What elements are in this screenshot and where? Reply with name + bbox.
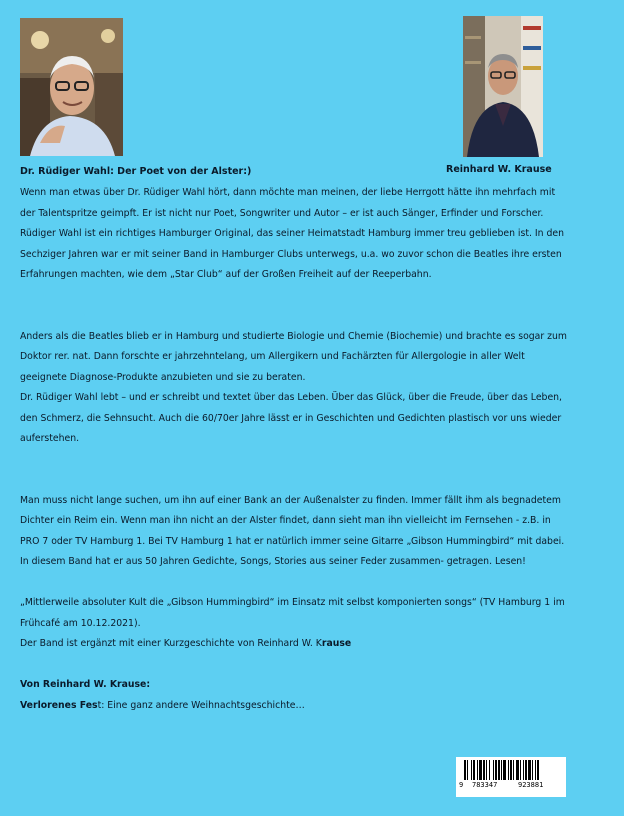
book-title: Verlorenes Fes xyxy=(20,699,98,711)
book-line xyxy=(20,696,568,717)
book-title-end: t xyxy=(97,699,102,711)
author-photo-wahl xyxy=(20,18,123,156)
book-subtitle: : Eine ganz andere Weihnachtsgeschichte… xyxy=(101,699,305,711)
author-photo-krause xyxy=(463,16,543,157)
caption-krause: Reinhard W. Krause xyxy=(446,164,552,175)
paragraph-supplement xyxy=(20,634,568,655)
paragraph-intro: Wenn man etwas über Dr. Rüdiger Wahl hört, dann möchte man meinen, der liebe Herrgott hätte ihn mehrfach mit der Talentspritze geimpft. Er ist nicht nur Poet, Songwriter und Autor – er ist auch Sänger, Erfinder und Forscher. Rüdiger Wahl ist ein richtiges Hamburger Original, das seiner Heimatstadt Hamburg immer treu geblieben ist. In den Sechziger Jahren war er mit seiner Band in Hamburger Clubs unterwegs, u.a. wo zuvor schon die Beatles ihre ersten Erfahrungen machten, wie dem „Star Club“ auf der Großen Freiheit auf der Reeperbahn. xyxy=(20,187,565,280)
paragraph-career: Anders als die Beatles blieb er in Hamburg und studierte Biologie und Chemie (Biochemie) und brachte es sogar zum Doktor rer. nat. Dann forschte er jahrzehntelang, um Allergikern und Fachärzten für Allergologie in aller Welt geeignete Diagnose-Produkte anzubieten und sie zu beraten. xyxy=(20,330,567,383)
supplement-bold: rause xyxy=(321,638,352,649)
paragraph-quote: „Mittlerweile absoluter Kult die „Gibson Hummingbird“ im Einsatz mit selbst komponierten songs“ (TV Hamburg 1 im Frühcafé am 10.12.2021). xyxy=(20,597,565,629)
isbn-barcode xyxy=(456,757,566,797)
caption-wahl: Dr. Rüdiger Wahl: Der Poet von der Alster:) xyxy=(20,166,252,177)
von-heading: Von Reinhard W. Krause: xyxy=(20,679,151,690)
paragraph-band: In diesem Band hat er aus 50 Jahren Gedichte, Songs, Stories aus seiner Feder zusammen- getragen. Lesen! xyxy=(20,556,526,567)
paragraph-alster: Man muss nicht lange suchen, um ihn auf einer Bank an der Außenalster zu finden. Immer fällt ihm als begnadetem Dichter ein Reim ein. Wenn man ihn nicht an der Alster findet, dann sieht man ihn vielleicht im Fernsehen - z.B. in PRO 7 oder TV Hamburg 1. Bei TV Hamburg 1 hat er natürlich immer seine Gitarre „Gibson Hummingbird“ mit dabei. xyxy=(20,494,565,547)
barcode-prefix: 9 xyxy=(459,781,464,789)
barcode-bars xyxy=(456,757,566,797)
paragraph-life: Dr. Rüdiger Wahl lebt – und er schreibt und textet über das Leben. Über das Glück, über die Freude, über das Leben, den Schmerz, die Sehnsucht. Auch die 60/70er Jahre lässt er in Geschichten und Gedichten plastisch vor uns wieder auferstehen. xyxy=(20,392,563,444)
back-cover-text xyxy=(20,183,568,716)
supplement-text: Der Band ist ergänzt mit einer Kurzgeschichte von Reinhard W. K xyxy=(20,638,322,649)
barcode-group2: 923881 xyxy=(518,781,544,789)
barcode-group1: 783347 xyxy=(472,781,498,789)
